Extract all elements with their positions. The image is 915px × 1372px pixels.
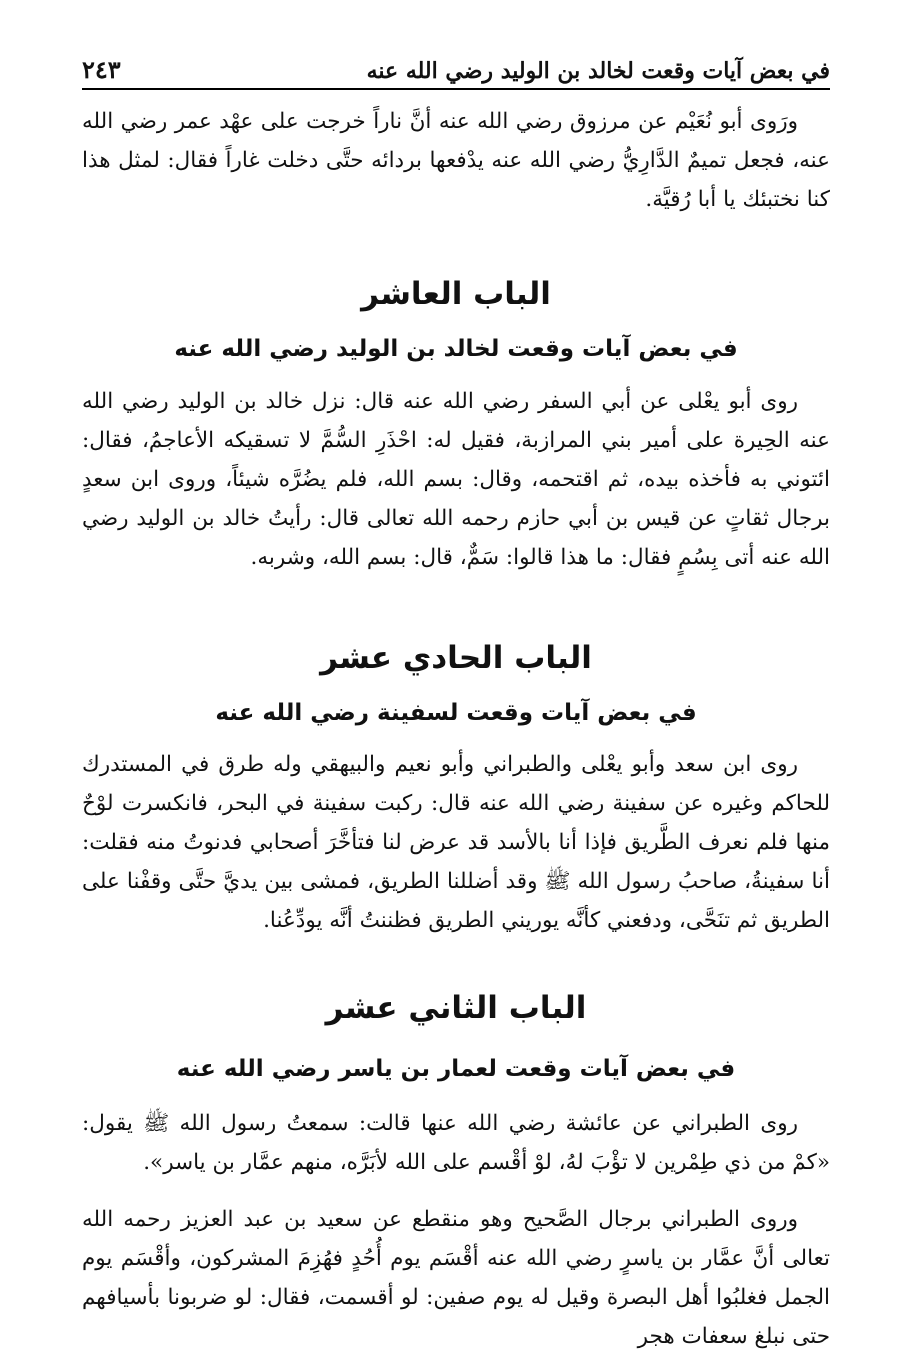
chapter-title-12: الباب الثاني عشر <box>325 990 587 1026</box>
chapter-11-paragraph: روى ابن سعد وأبو يعْلى والطبراني وأبو نعيم والبيهقي وله طرق في المستدرك للحاكم وغيره عن سفينة رضي الله عنه قال: ركبت سفينة في البحر، فانكسرت لوْحٌ منها فلم نعرف الطَّريق فإذا أنا بالأسد قد عرض لنا فتأخَّرَ أصحابي فدنوتُ منه فقلت: أنا سفينةُ، صاحبُ رسول الله ﷺ وقد أضللنا الطريق، فمشى بين يديَّ حتَّى وقفْنا على الطريق ثم تنَحَّى، ودفعني كأنَّه يوريني الطريق فظننتُ أنَّه يودِّعُنا. <box>82 752 830 933</box>
page-number: ٢٤٣ <box>82 55 121 84</box>
chapter-12-paragraph-2: وروى الطبراني برجال الصَّحيح وهو منقطع عن سعيد بن عبد العزيز رحمه الله تعالى أنَّ عمَّار بن ياسرٍ رضي الله عنه أقْسَم يوم أُحُدٍ فهُزِمَ المشركون، وأقْسَم يوم الجمل فغلبُوا أهل البصرة وقيل له يوم صفين: لو أقسمت، فقال: لو ضربونا بأسيافهم حتى نبلغ سعفات هجر <box>82 1207 830 1349</box>
chapter-10-paragraph: روى أبو يعْلى عن أبي السفر رضي الله عنه قال: نزل خالد بن الوليد رضي الله عنه الحِيرة على أمير بني المرازبة، فقيل له: احْذَرِ السُّمَّ لا تسقيكه الأعاجمُ، فقال: ائتوني به فأخذه بيده، ثم اقتحمه، وقال: بسم الله، فلم يضُرَّه شيئاً، وروى ابن سعدٍ برجال ثقاتٍ عن قيس بن أبي حازم رحمه الله تعالى قال: رأيتُ خالد بن الوليد رضي الله عنه أتى بِسُمٍ فقال: ما هذا قالوا: سَمٌّ، قال: بسم الله، وشربه. <box>82 389 830 570</box>
chapter-subtitle-12: في بعض آيات وقعت لعمار بن ياسر رضي الله عنه <box>176 1056 736 1082</box>
running-header <box>82 44 830 90</box>
chapter-subtitle-10: في بعض آيات وقعت لخالد بن الوليد رضي الله عنه <box>174 336 738 362</box>
chapter-12-paragraph-1: روى الطبراني عن عائشة رضي الله عنها قالت: سمعتُ رسول الله ﷺ يقول: «كمْ من ذي طِمْرين لا تؤْبَ لهُ، لوْ أقْسم على الله لأبَرَّه، منهم عمَّار بن ياسر». <box>82 1111 830 1175</box>
intro-paragraph: ورَوى أبو نُعَيْم عن مرزوق رضي الله عنه أنَّ ناراً خرجت على عهْد عمر رضي الله عنه، فجعل تميمٌ الدَّارِيُّ رضي الله عنه يدْفعها بردائه حتَّى دخلت غاراً فقال: لمثل هذا كنا نختبئك يا أبا رُقيَّة. <box>82 109 830 212</box>
chapter-title-10: الباب العاشر <box>361 276 551 312</box>
chapter-subtitle-11: في بعض آيات وقعت لسفينة رضي الله عنه <box>215 700 697 726</box>
chapter-title-11: الباب الحادي عشر <box>320 640 592 676</box>
running-title: في بعض آيات وقعت لخالد بن الوليد رضي الله عنه <box>366 58 830 84</box>
